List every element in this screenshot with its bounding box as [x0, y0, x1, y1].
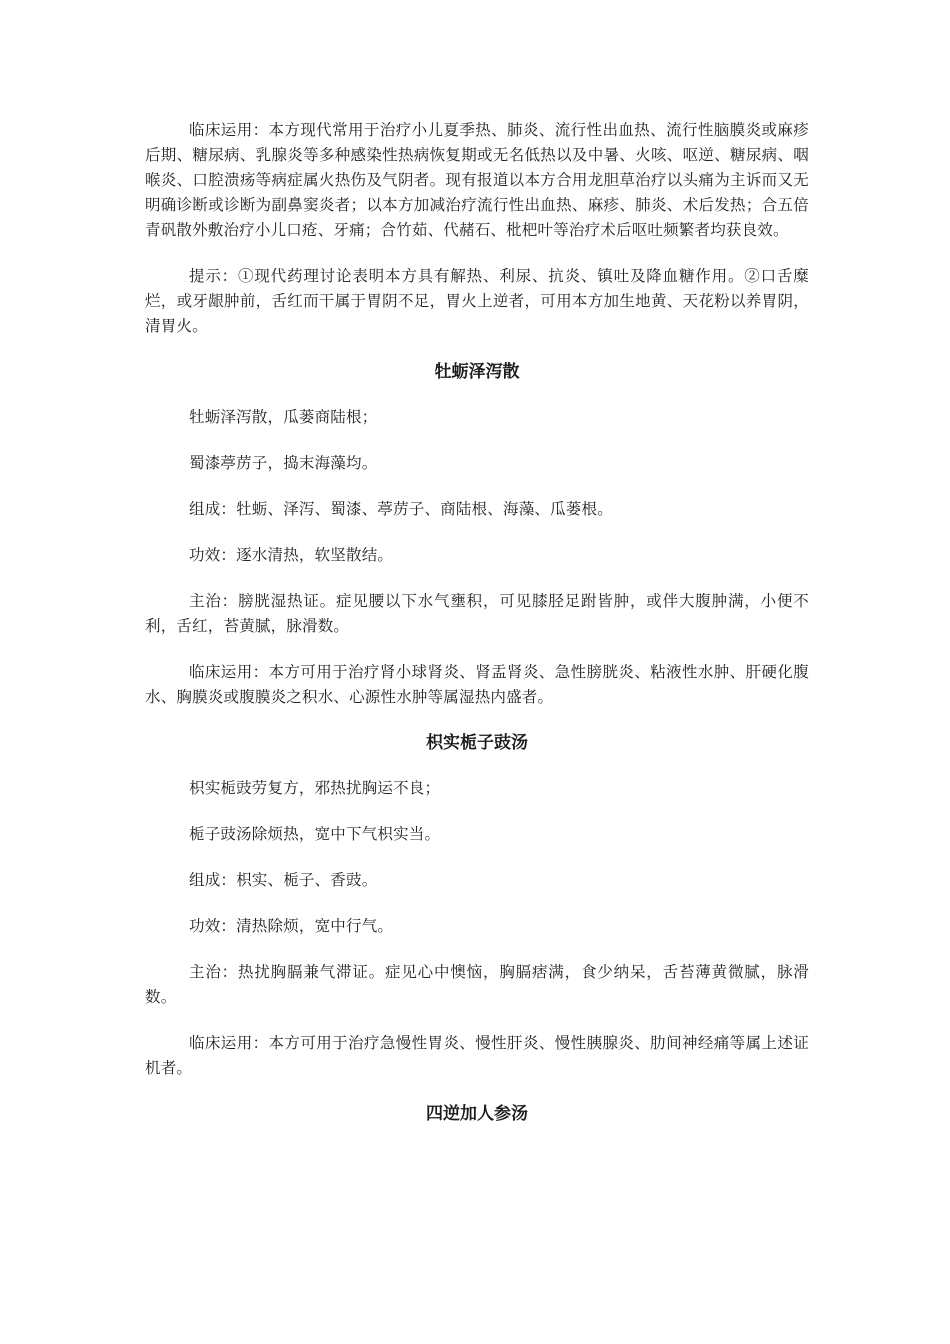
paragraph-clinical-use: 临床运用：本方可用于治疗肾小球肾炎、肾盂肾炎、急性膀胱炎、粘液性水肿、肝硬化腹水、胸膜炎或腹膜炎之积水、心源性水肿等属湿热内盛者。 — [145, 663, 809, 706]
verse-line-2: 栀子豉汤除烦热，宽中下气枳实当。 — [189, 825, 441, 843]
paragraph-clinical-use: 临床运用：本方现代常用于治疗小儿夏季热、肺炎、流行性出血热、流行性脑膜炎或麻疹后期、糖尿病、乳腺炎等多种感染性热病恢复期或无名低热以及中暑、火咳、呕逆、糖尿病、咽喉炎、口腔溃疡等病症属火热伤及气阴者。现有报道以本方合用龙胆草治疗以头痛为主诉而又无明确诊断或诊断为副鼻窦炎者；以本方加减治疗流行性出血热、麻疹、肺炎、术后发热；合五倍青矾散外敷治疗小儿口疮、牙痛；合竹茹、代赭石、枇杷叶等治疗术后呕吐频繁者均获良效。 — [145, 121, 809, 239]
section-title-muli-zexie-san: 牡蛎泽泻散 — [434, 362, 520, 382]
paragraph-indications: 主治：热扰胸膈兼气滞证。症见心中懊恼，胸膈痞满，食少纳呆，舌苔薄黄微腻，脉滑数。 — [145, 963, 809, 1006]
paragraph-composition: 组成：枳实、栀子、香豉。 — [189, 871, 378, 889]
document-page — [145, 118, 809, 1147]
paragraph-efficacy: 功效：逐水清热，软坚散结。 — [189, 546, 394, 564]
paragraph-composition: 组成：牡蛎、泽泻、蜀漆、葶苈子、商陆根、海藻、瓜蒌根。 — [189, 500, 613, 518]
section-title-zhishi-zhizi-chi-tang: 枳实栀子豉汤 — [426, 733, 528, 753]
paragraph-tips: 提示：①现代药理讨论表明本方具有解热、利尿、抗炎、镇吐及降血糖作用。②口舌糜烂，或牙龈肿前，舌红而干属于胃阴不足，胃火上逆者，可用本方加生地黄、天花粉以养胃阴，清胃火。 — [145, 267, 809, 335]
paragraph-indications: 主治：膀胱湿热证。症见腰以下水气壅积，可见膝胫足跗皆肿，或伴大腹肿满，小便不利，舌红，苔黄腻，脉滑数。 — [145, 592, 809, 635]
paragraph-clinical-use: 临床运用：本方可用于治疗急慢性胃炎、慢性肝炎、慢性胰腺炎、肋间神经痛等属上述证机者。 — [145, 1034, 809, 1077]
verse-line-1: 枳实栀豉劳复方，邪热扰胸运不良； — [189, 779, 441, 797]
verse-line-1: 牡蛎泽泻散，瓜蒌商陆根； — [189, 408, 378, 426]
section-title-sini-jia-renshen-tang: 四逆加人参汤 — [426, 1104, 528, 1124]
paragraph-efficacy: 功效：清热除烦，宽中行气。 — [189, 917, 394, 935]
verse-line-2: 蜀漆葶苈子，捣末海藻均。 — [189, 454, 378, 472]
